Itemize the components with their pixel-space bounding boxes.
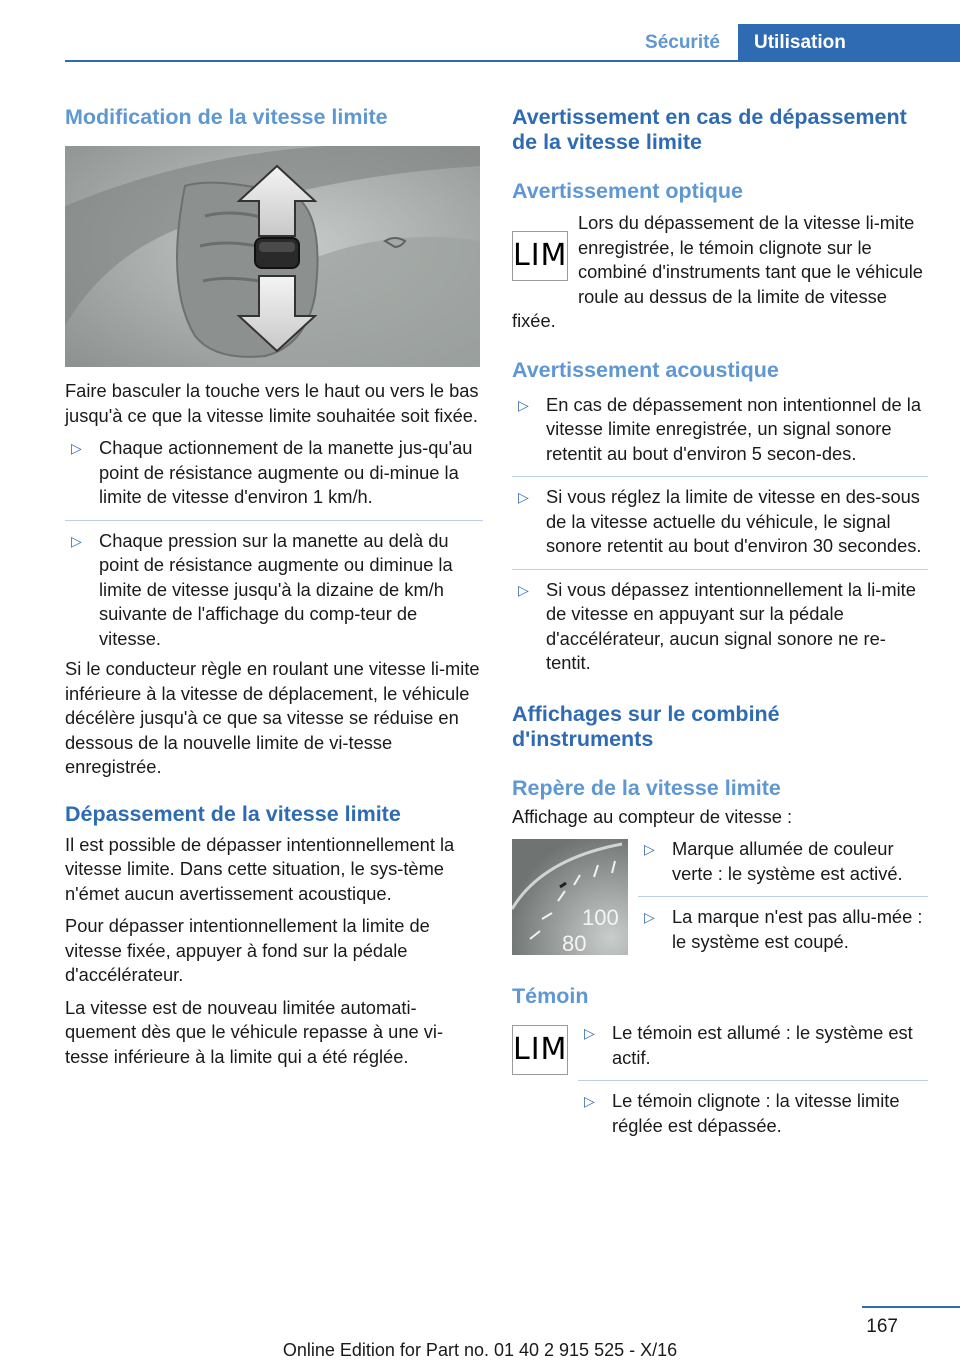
speedo-label: 80 bbox=[562, 931, 587, 955]
list-divider bbox=[638, 896, 928, 897]
triangle-right-icon: ▷ bbox=[518, 581, 529, 598]
deceleration-paragraph: Si le conducteur règle en roulant une vitesse li-mite inférieure à la vitesse de déplacement, le véhicule décélère jusqu'à ce que sa vitesse se réduise en dessous de la nouvelle limite de vi-tesse enregistrée. bbox=[65, 658, 480, 777]
acoustique-list-3 bbox=[512, 578, 928, 676]
left-column bbox=[65, 100, 483, 1069]
tab-utilisation[interactable]: Utilisation bbox=[738, 24, 960, 62]
optique-paragraph: Lors du dépassement de la vitesse li-mite enregistrée, le témoin clignote sur le combiné d'instruments tant que le véhicule roule au dessus de la limite de vitesse fixée. bbox=[512, 212, 923, 331]
section-heading-avertissement: Avertissement en cas de dépassement de la vitesse limite bbox=[512, 105, 907, 154]
list-item: ▷ Marque allumée de couleur verte : le système est activé. bbox=[644, 838, 903, 884]
list-divider bbox=[578, 1080, 928, 1081]
repere-list-wrap bbox=[638, 837, 928, 954]
list-item: ▷ Si vous dépassez intentionnellement la li-mite de vitesse en appuyant sur la pédale d'accélérateur, aucun signal sonore ne re-tentit. bbox=[518, 578, 916, 673]
lim-indicator-icon: LIM bbox=[512, 231, 568, 281]
list-divider bbox=[512, 476, 928, 477]
triangle-right-icon: ▷ bbox=[518, 396, 529, 413]
affichage-paragraph: Affichage au compteur de vitesse : bbox=[512, 805, 793, 827]
triangle-right-icon: ▷ bbox=[584, 1025, 595, 1041]
temoin-list bbox=[578, 1021, 928, 1070]
edition-footer: Online Edition for Part no. 01 40 2 915 525 - X/16 bbox=[282, 1340, 678, 1360]
speedometer-image bbox=[512, 839, 628, 955]
depassement-paragraph-1: Il est possible de dépasser intentionnellement la vitesse limite. Dans cette situation, le sys-tème n'émet aucun avertissement acoustique. bbox=[65, 833, 455, 904]
section-heading-modification: Modification de la vitesse limite bbox=[65, 105, 388, 129]
subheading-acoustique: Avertissement acoustique bbox=[512, 357, 779, 382]
triangle-right-icon: ▷ bbox=[518, 489, 529, 505]
modification-list bbox=[65, 436, 483, 510]
list-item: ▷ Le témoin clignote : la vitesse limite réglée est dépassée. bbox=[584, 1090, 900, 1136]
header-rule bbox=[65, 60, 960, 62]
list-item: ▷ Le témoin est allumé : le système est actif. bbox=[584, 1022, 913, 1068]
repere-block bbox=[512, 839, 928, 964]
right-column bbox=[512, 100, 928, 1136]
triangle-right-icon: ▷ bbox=[71, 440, 82, 456]
speedometer-illustration bbox=[512, 839, 628, 955]
acoustique-list-2 bbox=[512, 485, 928, 559]
intro-paragraph: Faire basculer la touche vers le haut ou vers le bas jusqu'à ce que la vitesse limite souhaitée soit fixée. bbox=[65, 380, 479, 426]
subheading-repere: Repère de la vitesse limite bbox=[512, 775, 781, 800]
depassement-paragraph-2: Pour dépasser intentionnellement la limite de vitesse fixée, appuyer à fond sur la pédale d'accélérateur. bbox=[65, 915, 430, 985]
lim-indicator-icon: LIM bbox=[512, 1025, 568, 1075]
repere-list bbox=[638, 837, 928, 886]
list-divider bbox=[65, 520, 483, 521]
footer-rule bbox=[862, 1306, 960, 1308]
steering-wheel-image bbox=[65, 146, 480, 367]
list-item: ▷ Chaque pression sur la manette au delà du point de résistance augmente ou diminue la limite de vitesse jusqu'à la dizaine de km/h suivante de l'affichage du comp-teur de vitesse. bbox=[71, 529, 453, 649]
list-item: ▷ Si vous réglez la limite de vitesse en des-sous de la vitesse actuelle du véhicule, le signal sonore retentit au bout d'environ 30 secondes. bbox=[518, 486, 922, 556]
temoin-list-wrap bbox=[578, 1021, 928, 1138]
list-divider bbox=[512, 569, 928, 570]
section-heading-affichages: Affichages sur le combiné d'instruments bbox=[512, 701, 780, 751]
list-item: ▷ La marque n'est pas allu-mée : le système est coupé. bbox=[644, 906, 923, 952]
temoin-list-2 bbox=[578, 1089, 928, 1138]
list-item: ▷ En cas de dépassement non intentionnel de la vitesse limite enregistrée, un signal sonore retentit au bout d'environ 5 secon-des. bbox=[518, 393, 922, 464]
acoustique-list bbox=[512, 393, 928, 467]
section-heading-depassement: Dépassement de la vitesse limite bbox=[65, 801, 401, 826]
triangle-right-icon: ▷ bbox=[71, 532, 82, 549]
temoin-block bbox=[512, 1021, 928, 1136]
triangle-right-icon: ▷ bbox=[644, 909, 655, 925]
optique-block bbox=[512, 211, 928, 334]
triangle-right-icon: ▷ bbox=[584, 1093, 595, 1109]
page-number: 167 bbox=[866, 1316, 898, 1337]
repere-list-2 bbox=[638, 905, 928, 954]
list-item: ▷ Chaque actionnement de la manette jus-qu'au point de résistance augmente ou di-minue la limite de vitesse d'environ 1 km/h. bbox=[71, 437, 473, 507]
modification-list-2 bbox=[65, 529, 483, 652]
triangle-right-icon: ▷ bbox=[644, 841, 655, 857]
speedo-label: 100 bbox=[582, 905, 619, 930]
subheading-optique: Avertissement optique bbox=[512, 179, 743, 203]
tab-securite[interactable]: Sécurité bbox=[645, 32, 720, 53]
steering-wheel-illustration bbox=[65, 146, 480, 367]
depassement-paragraph-3: La vitesse est de nouveau limitée automati-quement dès que le véhicule repasse à une vi-tesse inférieure à la limite qui a été réglée. bbox=[65, 996, 444, 1067]
subheading-temoin: Témoin bbox=[512, 984, 589, 1008]
